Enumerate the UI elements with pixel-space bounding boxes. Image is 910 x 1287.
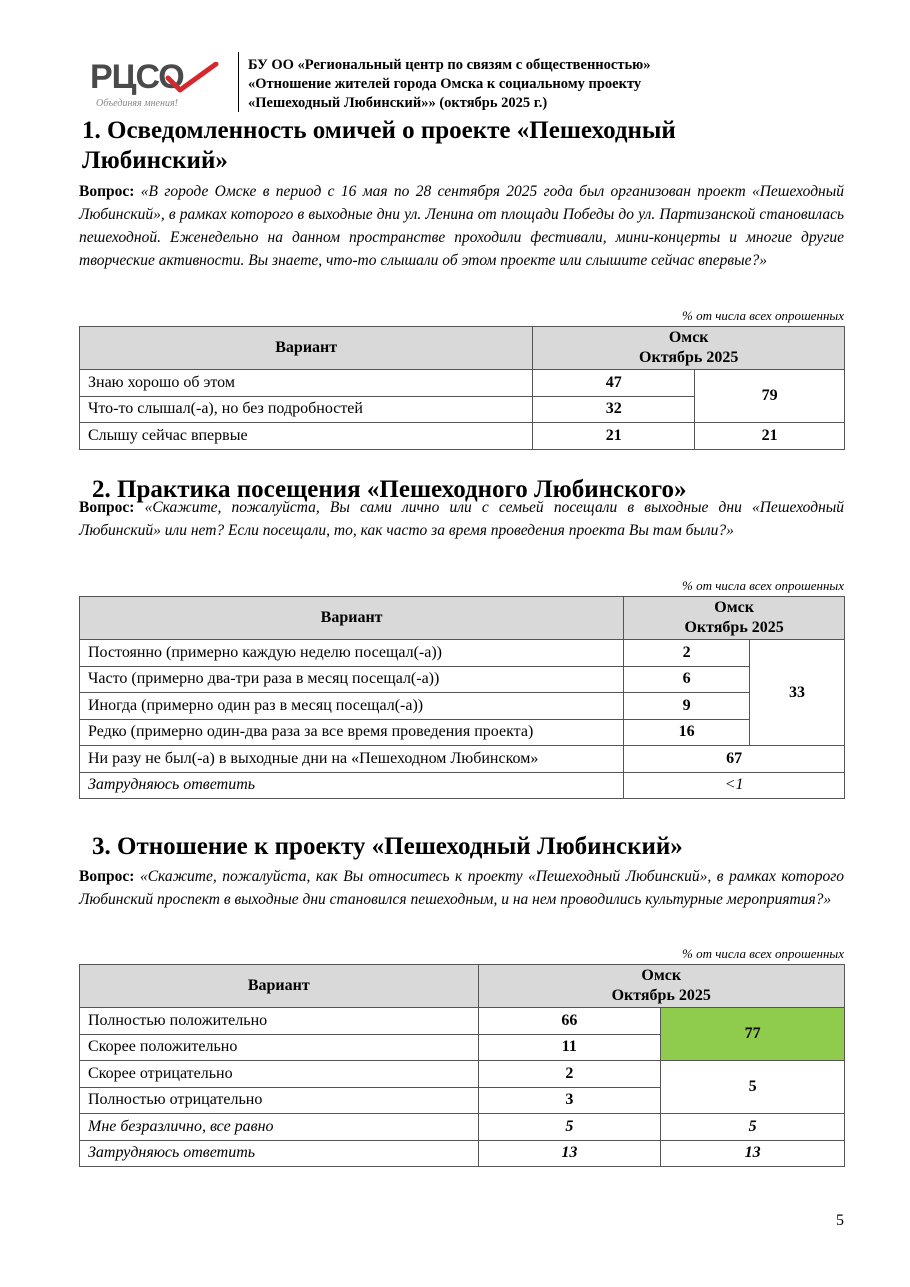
row-value: 6 [624,666,750,693]
row-label: Мне безразлично, все равно [80,1114,479,1141]
section-1-table [79,326,845,450]
table-row [80,1061,845,1088]
table-row [80,719,845,746]
table-header-row [80,965,845,1008]
row-value: 32 [533,396,695,423]
col-variant: Вариант [80,327,533,370]
row-label: Что-то слышал(-а), но без подробностей [80,396,533,423]
checkmark-icon [162,62,220,96]
page-header [86,52,786,114]
row-value: 11 [478,1034,661,1061]
row-label: Слышу сейчас впервые [80,423,533,450]
table-row [80,772,845,799]
row-value: 47 [533,370,695,397]
row-label: Полностью отрицательно [80,1087,479,1114]
row-value: 16 [624,719,750,746]
row-label: Знаю хорошо об этом [80,370,533,397]
row-value: 3 [478,1087,661,1114]
group-total: 13 [661,1140,845,1167]
section-2-question [79,496,844,542]
row-label: Часто (примерно два-три раза в месяц посещал(-а)) [80,666,624,693]
section-1-title-line2: Любинский» [82,147,228,174]
table-row [80,1140,845,1167]
row-label: Постоянно (примерно каждую неделю посещал(-а)) [80,640,624,667]
header-line: «Отношение жителей города Омска к социальному проекту [248,76,642,92]
section-1-question [79,180,844,272]
table-row [80,746,845,773]
row-label: Затрудняюсь ответить [80,1140,479,1167]
row-label: Скорее отрицательно [80,1061,479,1088]
row-value: 5 [478,1114,661,1141]
group-total-positive: 77 [661,1008,845,1061]
rcso-logo [90,56,230,112]
col-city-period [624,597,845,640]
row-label: Скорее положительно [80,1034,479,1061]
section-2-title: 2. Практика посещения «Пешеходного Любинского» [92,476,687,503]
section-3-note: % от числа всех опрошенных [681,946,844,961]
table-row [80,1114,845,1141]
col-city-period [478,965,845,1008]
table-header-row [80,597,845,640]
header-line: БУ ОО «Региональный центр по связям с общественностью» [248,57,651,73]
col-city: Омск [668,329,709,346]
row-label: Затрудняюсь ответить [80,772,624,799]
question-text: «Скажите, пожалуйста, Вы сами лично или с семьей посещали в выходные дни «Пешеходный Любинский» или нет? Если посещали, то, как часто за время проведения проекта Вы там были?» [79,499,845,539]
row-value: 2 [624,640,750,667]
header-line: «Пешеходный Любинский»» (октябрь 2025 г.) [248,95,548,111]
col-city: Омск [641,967,682,984]
section-1-note: % от числа всех опрошенных [681,308,844,323]
row-value: 13 [478,1140,661,1167]
row-label: Иногда (примерно один раз в месяц посещал(-а)) [80,693,624,720]
col-period: Октябрь 2025 [639,349,739,366]
group-total: 79 [695,370,845,423]
section-1-title-line1: 1. Осведомленность омичей о проекте «Пешеходный [82,117,676,144]
header-divider [238,52,239,112]
row-value: 66 [478,1008,661,1035]
section-3-question [79,865,844,911]
section-1-title [82,116,676,176]
row-label: Редко (примерно один-два раза за все время проведения проекта) [80,719,624,746]
row-value: 2 [478,1061,661,1088]
group-total: 5 [661,1114,845,1141]
group-total: 33 [750,640,845,746]
row-label: Ни разу не был(-а) в выходные дни на «Пешеходном Любинском» [80,746,624,773]
question-text: «В городе Омске в период с 16 мая по 28 сентября 2025 года был организован проект «Пешеходный Любинский», в рамках которого в выходные дни ул. Ленина от площади Победы до ул. Партизанской становилась пешеходной. Еженедельно на данном пространстве проходили фестивали, мини-концерты и многие другие творческие активности. Вы знаете, что-то слышали об этом проекте или слышите сейчас впервые?» [79,183,844,269]
table-row [80,693,845,720]
row-value: 9 [624,693,750,720]
col-variant: Вариант [80,965,479,1008]
col-period: Октябрь 2025 [684,619,784,636]
question-label: Вопрос: [79,499,135,516]
page-number: 5 [836,1212,844,1229]
question-label: Вопрос: [79,868,135,885]
table-header-row [80,327,845,370]
section-3-title: 3. Отношение к проекту «Пешеходный Любинский» [92,833,683,860]
col-city: Омск [714,599,754,616]
section-2-table [79,596,845,799]
group-total-negative: 5 [661,1061,845,1114]
row-value: 21 [533,423,695,450]
col-period: Октябрь 2025 [611,987,711,1004]
section-2-note: % от числа всех опрошенных [681,578,844,593]
col-variant: Вариант [80,597,624,640]
question-label: Вопрос: [79,183,135,200]
table-row [80,370,845,397]
col-city-period [533,327,845,370]
row-value: <1 [624,772,845,799]
section-3-table [79,964,845,1167]
table-row [80,1008,845,1035]
logo-text: РЦСО [90,58,184,96]
table-row [80,423,845,450]
group-total: 21 [695,423,845,450]
table-row [80,640,845,667]
row-label: Полностью положительно [80,1008,479,1035]
logo-tagline: Объединяя мнения! [96,98,178,109]
question-text: «Скажите, пожалуйста, как Вы относитесь к проекту «Пешеходный Любинский», в рамках которого Любинский проспект в выходные дни становился пешеходным, и на нем проводились культурные мероприятия?» [79,868,844,908]
row-value: 67 [624,746,845,773]
table-row [80,666,845,693]
header-title [248,56,650,113]
